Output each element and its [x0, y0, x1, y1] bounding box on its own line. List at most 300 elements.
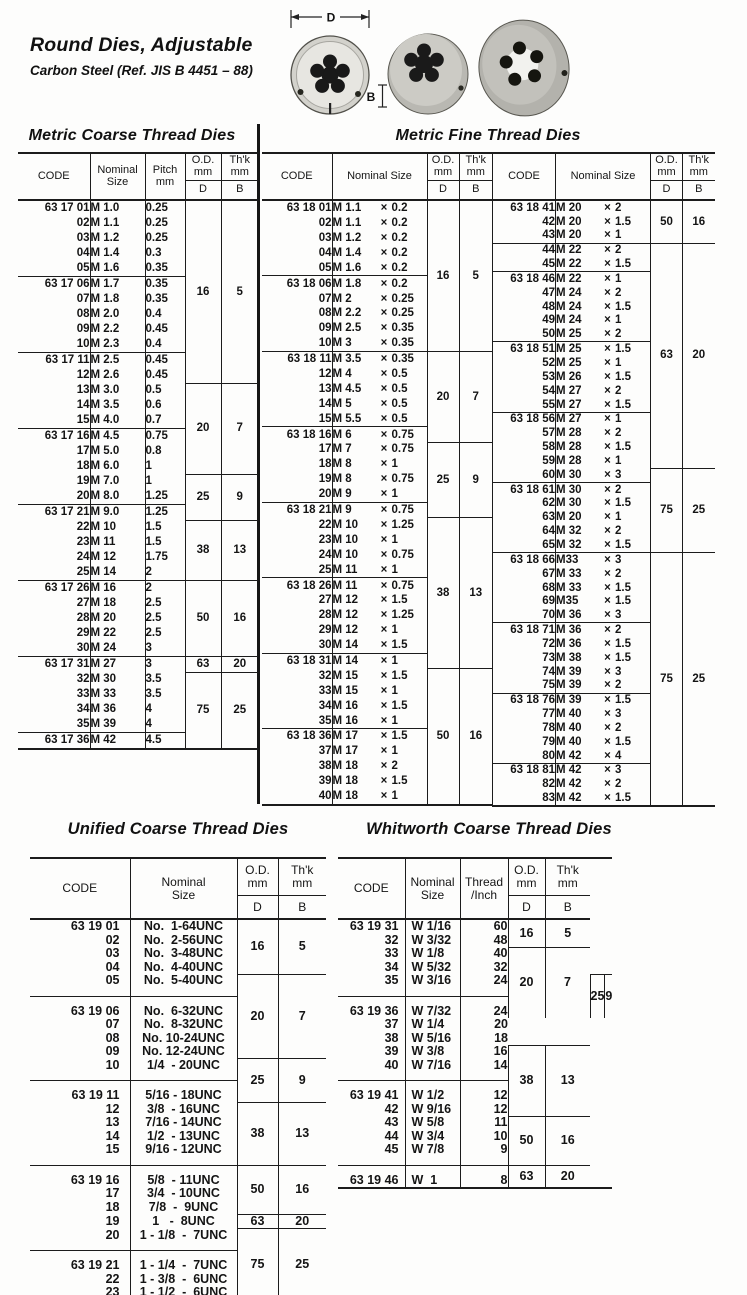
tpi-cell: 8 — [460, 1165, 508, 1188]
size-cell — [332, 638, 427, 653]
size-value: M 33 — [556, 567, 582, 580]
tpi-cell: 18 — [460, 1032, 508, 1046]
code-cell: 63 18 56 — [493, 412, 556, 426]
size-value: M 27 — [556, 384, 582, 397]
od-cell: 63 — [185, 657, 221, 673]
pitch-value: 1.25 — [391, 609, 414, 622]
size-value: M 14 — [332, 639, 359, 652]
code-cell: 20 — [318, 488, 332, 501]
code-cell: 63 17 11 — [18, 353, 90, 369]
table-row — [30, 1059, 326, 1081]
pitch-value: 0.25 — [391, 307, 414, 320]
size-value: M 16 — [332, 714, 359, 727]
code-cell: 24 — [76, 551, 90, 564]
table-row — [262, 351, 492, 366]
size-value: M 42 — [556, 792, 582, 805]
size-value: M 22 — [556, 244, 582, 257]
size-value: M 40 — [556, 735, 582, 748]
code-cell: 08 — [76, 308, 90, 321]
thk-cell: 16 — [545, 1116, 590, 1165]
size-cell: M 8.0 — [90, 489, 145, 505]
size-cell — [332, 502, 427, 517]
pitch-cell: 4 — [145, 717, 185, 733]
tpi-cell: 14 — [460, 1059, 508, 1081]
size-cell: W 3/16 — [405, 974, 460, 996]
od-header: O.D. mm — [185, 153, 221, 181]
size-cell — [556, 679, 651, 693]
metric-fine-left-table-container — [262, 152, 492, 806]
pitch-value: 0.5 — [391, 412, 408, 425]
code-cell: 24 — [318, 548, 332, 561]
size-cell — [332, 562, 427, 577]
table-row — [338, 1045, 612, 1059]
code-cell: 59 — [542, 454, 555, 467]
multiply-sign: × — [380, 684, 388, 697]
code-cell: 34 — [76, 703, 90, 716]
size-cell — [556, 427, 651, 441]
code-cell: 63 18 36 — [262, 729, 332, 744]
size-cell: M 2.6 — [90, 368, 145, 383]
size-cell: M 7.0 — [90, 474, 145, 489]
pitch-value: 1 — [615, 272, 622, 285]
pitch-cell: 3.5 — [145, 672, 185, 687]
od-cell: 50 — [185, 581, 221, 657]
size-cell — [556, 454, 651, 468]
code-cell: 38 — [384, 1030, 399, 1045]
multiply-sign: × — [380, 202, 388, 215]
pitch-value: 2 — [391, 760, 398, 773]
multiply-sign: × — [604, 454, 611, 467]
pitch-value: 1 — [615, 229, 622, 242]
code-cell: 63 18 06 — [262, 276, 332, 291]
pitch-value: 1 — [391, 745, 398, 758]
pitch-value: 1 — [391, 789, 398, 802]
table-row — [30, 1165, 326, 1187]
section-title-unified: Unified Coarse Thread Dies — [67, 820, 289, 838]
od-cell: 50 — [508, 1116, 545, 1165]
size-cell — [332, 669, 427, 684]
thk-cell: 9 — [605, 974, 612, 1018]
size-value: M 38 — [556, 651, 582, 664]
whitworth-table-container — [338, 857, 612, 1189]
pitch-cell: 1.25 — [145, 489, 185, 505]
size-value: M 42 — [556, 764, 582, 777]
table-row — [18, 383, 258, 398]
size-value: M 12 — [332, 624, 359, 637]
code-cell: 77 — [542, 708, 555, 721]
size-cell — [556, 693, 651, 707]
multiply-sign: × — [380, 699, 388, 712]
size-cell: M 27 — [90, 657, 145, 673]
size-value: M 24 — [556, 286, 582, 299]
size-value: M 32 — [556, 538, 582, 551]
code-cell: 08 — [318, 307, 332, 320]
multiply-sign: × — [604, 427, 611, 440]
size-cell: W 5/16 — [405, 1032, 460, 1046]
code-cell: 42 — [384, 1101, 399, 1116]
code-cell: 07 — [105, 1017, 120, 1031]
code-cell: 63 19 21 — [30, 1251, 130, 1273]
table-row — [338, 1018, 612, 1032]
size-cell — [556, 342, 651, 356]
pitch-value: 1 — [391, 533, 398, 546]
size-value: M 25 — [556, 328, 582, 341]
od-header: O.D. mm — [427, 153, 459, 181]
size-cell — [332, 472, 427, 487]
tpi-cell: 16 — [460, 1045, 508, 1059]
size-cell: M 1.8 — [90, 292, 145, 307]
size-cell: M 3.0 — [90, 383, 145, 398]
od-cell: 50 — [427, 669, 459, 805]
metric-coarse-table — [18, 152, 258, 750]
size-cell — [556, 300, 651, 314]
size-header: Nominal Size — [405, 858, 460, 919]
thk-cell: 20 — [545, 1165, 590, 1188]
size-cell: W 7/32 — [405, 996, 460, 1018]
multiply-sign: × — [604, 694, 611, 707]
pitch-value: 2 — [615, 328, 622, 341]
size-value: M 25 — [556, 343, 582, 356]
code-cell: 02 — [318, 217, 332, 230]
table-row — [493, 200, 715, 215]
size-cell — [332, 427, 427, 442]
code-cell: 63 19 06 — [30, 996, 130, 1018]
size-cell: M 5.0 — [90, 444, 145, 459]
size-cell — [332, 367, 427, 382]
size-value: M35 — [556, 595, 579, 608]
size-cell: 1 - 1/8 - 7UNC — [130, 1229, 237, 1251]
code-cell: 57 — [542, 427, 555, 440]
size-cell — [332, 759, 427, 774]
size-value: M 1.8 — [332, 277, 362, 290]
multiply-sign: × — [380, 488, 388, 501]
code-cell: 09 — [318, 322, 332, 335]
size-cell: M 30 — [90, 672, 145, 687]
code-cell: 34 — [318, 699, 332, 712]
pitch-cell: 0.6 — [145, 398, 185, 413]
size-cell: M 1.7 — [90, 277, 145, 293]
pitch-value: 1.5 — [615, 343, 631, 356]
code-cell: 27 — [318, 594, 332, 607]
size-value: M 15 — [332, 684, 359, 697]
size-cell — [332, 306, 427, 321]
multiply-sign: × — [380, 458, 388, 471]
code-cell: 63 18 01 — [286, 202, 332, 215]
b-subheader: B — [221, 181, 258, 201]
size-value: M 7 — [332, 443, 352, 456]
metric-fine-left-table — [262, 152, 492, 806]
size-value: M 1.1 — [332, 217, 362, 230]
code-cell: 63 18 51 — [493, 342, 556, 356]
code-cell: 18 — [318, 458, 332, 471]
dies-photo — [278, 4, 570, 122]
tpi-cell: 11 — [460, 1116, 508, 1130]
size-cell: W 1/4 — [405, 1018, 460, 1032]
multiply-sign: × — [380, 775, 388, 788]
code-cell: 15 — [318, 412, 332, 425]
od-cell: 16 — [237, 919, 278, 974]
multiply-sign: × — [604, 441, 611, 454]
pitch-cell: 3 — [145, 657, 185, 673]
size-cell: W 5/8 — [405, 1116, 460, 1130]
code-cell: 23 — [318, 533, 332, 546]
pitch-cell: 0.35 — [145, 261, 185, 277]
size-cell: W 1/2 — [405, 1081, 460, 1103]
size-value: M 39 — [556, 694, 582, 707]
multiply-sign: × — [380, 217, 388, 230]
size-cell — [332, 789, 427, 805]
multiply-sign: × — [604, 778, 611, 791]
unified-table — [30, 857, 326, 1295]
size-cell: No. 2-56UNC — [130, 934, 237, 948]
od-cell: 20 — [237, 974, 278, 1059]
tpi-cell: 60 — [460, 919, 508, 934]
code-cell: 14 — [76, 399, 90, 412]
metric-fine-right-table — [492, 152, 715, 807]
size-value: M 18 — [332, 789, 359, 802]
table-row — [18, 200, 258, 216]
multiply-sign: × — [380, 563, 388, 576]
size-cell — [556, 595, 651, 609]
pitch-value: 0.2 — [391, 277, 408, 290]
size-cell — [556, 468, 651, 482]
code-cell: 54 — [542, 384, 555, 397]
code-cell: 63 18 31 — [262, 653, 332, 668]
size-cell: 1 - 8UNC — [130, 1214, 237, 1229]
pitch-value: 1.5 — [615, 258, 631, 271]
code-cell: 43 — [384, 1115, 399, 1129]
code-cell: 09 — [105, 1044, 120, 1058]
multiply-sign: × — [604, 215, 611, 228]
multiply-sign: × — [380, 382, 388, 395]
table-row — [493, 468, 715, 482]
code-cell: 63 18 76 — [493, 693, 556, 707]
size-value: M 5.5 — [332, 412, 362, 425]
code-cell: 22 — [105, 1271, 120, 1286]
size-value: M 9 — [332, 488, 352, 501]
multiply-sign: × — [604, 328, 611, 341]
code-cell: 43 — [542, 229, 555, 242]
size-cell — [556, 370, 651, 384]
code-cell: 23 — [76, 536, 90, 549]
size-cell: W 5/32 — [405, 961, 460, 975]
pitch-cell: 2 — [145, 581, 185, 597]
pitch-cell: 0.7 — [145, 413, 185, 429]
pitch-value: 3 — [615, 665, 622, 678]
size-cell — [556, 581, 651, 595]
od-cell: 16 — [508, 919, 545, 947]
pitch-value: 1 — [391, 684, 398, 697]
size-cell — [556, 286, 651, 300]
od-cell: 75 — [651, 553, 683, 807]
section-title-whitworth: Whitworth Coarse Thread Dies — [366, 820, 612, 838]
pitch-cell: 1 — [145, 459, 185, 474]
code-cell: 33 — [318, 684, 332, 697]
tpi-cell: 10 — [460, 1130, 508, 1144]
dim-b-label: B — [366, 90, 376, 104]
code-cell: 02 — [76, 217, 90, 230]
code-cell: 12 — [76, 369, 90, 382]
thk-cell: 7 — [545, 947, 590, 1018]
multiply-sign: × — [604, 511, 611, 524]
pitch-cell: 3 — [145, 641, 185, 657]
size-cell: M 3.5 — [90, 398, 145, 413]
pitch-value: 0.2 — [391, 217, 408, 230]
pitch-value: 2 — [615, 679, 622, 692]
pitch-value: 1 — [391, 714, 398, 727]
size-cell: 7/8 - 9UNC — [130, 1201, 237, 1215]
pitch-value: 2 — [615, 483, 622, 496]
size-value: M 20 — [556, 511, 582, 524]
size-value: M 24 — [556, 300, 582, 313]
size-cell: W 1 — [405, 1165, 460, 1188]
multiply-sign: × — [380, 533, 388, 546]
size-cell — [332, 231, 427, 246]
code-cell: 72 — [542, 637, 555, 650]
size-cell — [332, 547, 427, 562]
size-cell: M 42 — [90, 733, 145, 750]
size-cell — [556, 707, 651, 721]
multiply-sign: × — [380, 412, 388, 425]
pitch-cell: 4.5 — [145, 733, 185, 750]
pitch-cell: 0.4 — [145, 307, 185, 322]
size-value: M 3 — [332, 337, 352, 350]
section-title-metric-fine: Metric Fine Thread Dies — [395, 127, 581, 144]
pitch-value: 0.5 — [391, 397, 408, 410]
size-value: M 20 — [556, 215, 582, 228]
od-cell: 38 — [185, 520, 221, 581]
size-cell — [556, 229, 651, 243]
code-cell: 63 18 71 — [493, 623, 556, 637]
die-tilted-icon — [471, 13, 570, 122]
pitch-value: 3 — [615, 764, 622, 777]
size-cell: M 14 — [90, 565, 145, 581]
pitch-value: 1.5 — [615, 651, 631, 664]
table-row — [338, 1032, 612, 1046]
pitch-value: 0.2 — [391, 232, 408, 245]
pitch-value: 0.75 — [391, 428, 414, 441]
code-cell: 13 — [105, 1115, 120, 1129]
pitch-value: 2 — [615, 624, 622, 637]
pitch-value: 2 — [615, 384, 622, 397]
code-cell: 75 — [542, 679, 555, 692]
code-cell: 69 — [542, 595, 555, 608]
size-value: M 32 — [556, 525, 582, 538]
multiply-sign: × — [380, 261, 388, 274]
thk-cell: 20 — [221, 657, 258, 673]
pitch-value: 0.35 — [391, 353, 414, 366]
tpi-cell: 12 — [460, 1103, 508, 1117]
size-cell — [556, 524, 651, 538]
size-value: M 18 — [332, 775, 359, 788]
size-cell: No. 12-24UNC — [130, 1045, 237, 1059]
pitch-cell: 0.3 — [145, 246, 185, 261]
multiply-sign: × — [604, 651, 611, 664]
size-cell — [556, 538, 651, 552]
pitch-value: 1.25 — [391, 518, 414, 531]
thk-cell: 25 — [278, 1229, 326, 1295]
d-subheader: D — [651, 181, 683, 201]
size-value: M 30 — [556, 483, 582, 496]
code-cell: 63 17 36 — [18, 733, 90, 750]
pitch-cell: 0.25 — [145, 216, 185, 231]
pitch-value: 1.5 — [615, 300, 631, 313]
code-cell: 82 — [542, 778, 555, 791]
thk-cell: 7 — [221, 383, 258, 474]
metric-coarse-table-container — [18, 152, 258, 750]
pitch-value: 0.5 — [391, 368, 408, 381]
od-cell: 38 — [427, 518, 459, 669]
code-cell: 35 — [318, 714, 332, 727]
multiply-sign: × — [604, 679, 611, 692]
multiply-sign: × — [604, 525, 611, 538]
code-cell: 10 — [105, 1057, 120, 1072]
size-value: M 4 — [332, 368, 352, 381]
od-cell: 25 — [185, 474, 221, 520]
b-subheader: B — [278, 896, 326, 920]
size-cell — [332, 533, 427, 548]
multiply-sign: × — [604, 708, 611, 721]
thk-cell: 5 — [221, 200, 258, 383]
od-cell: 16 — [427, 200, 459, 351]
code-cell: 63 19 36 — [338, 996, 405, 1018]
multiply-sign: × — [380, 397, 388, 410]
size-value: M 15 — [332, 669, 359, 682]
size-cell: M 1.2 — [90, 231, 145, 246]
pitch-value: 3 — [615, 708, 622, 721]
size-cell: 1/4 - 20UNC — [130, 1059, 237, 1081]
code-cell: 17 — [76, 445, 90, 458]
table-row — [30, 974, 326, 996]
size-header: Nominal Size — [130, 858, 237, 919]
code-cell: 35 — [384, 973, 399, 987]
multiply-sign: × — [380, 594, 388, 607]
size-value: M 9 — [332, 504, 352, 517]
thk-cell: 16 — [459, 669, 492, 805]
code-cell: 73 — [542, 651, 555, 664]
size-value: M 36 — [556, 637, 582, 650]
multiply-sign: × — [380, 353, 388, 366]
pitch-value: 2 — [615, 778, 622, 791]
code-cell: 10 — [76, 338, 90, 351]
table-row — [262, 518, 492, 533]
size-cell: No. 5-40UNC — [130, 974, 237, 996]
thk-cell: 7 — [459, 351, 492, 442]
thk-cell: 20 — [278, 1214, 326, 1229]
code-cell: 04 — [105, 959, 120, 974]
thk-cell: 7 — [278, 974, 326, 1059]
code-cell: 45 — [542, 258, 555, 271]
code-header: CODE — [18, 153, 90, 200]
size-value: M 22 — [556, 258, 582, 271]
multiply-sign: × — [380, 789, 388, 802]
size-cell: M 36 — [90, 702, 145, 717]
pitch-value: 2 — [615, 427, 622, 440]
size-cell — [332, 774, 427, 789]
code-header: CODE — [262, 153, 332, 200]
pitch-cell: 0.45 — [145, 353, 185, 369]
code-cell: 65 — [542, 538, 555, 551]
table-row — [262, 200, 492, 216]
size-cell — [556, 608, 651, 622]
size-value: M 2.2 — [332, 307, 362, 320]
pitch-cell: 1 — [145, 474, 185, 489]
multiply-sign: × — [604, 468, 611, 481]
code-cell: 14 — [105, 1128, 120, 1143]
multiply-sign: × — [604, 721, 611, 734]
code-cell: 58 — [542, 441, 555, 454]
multiply-sign: × — [380, 654, 388, 667]
